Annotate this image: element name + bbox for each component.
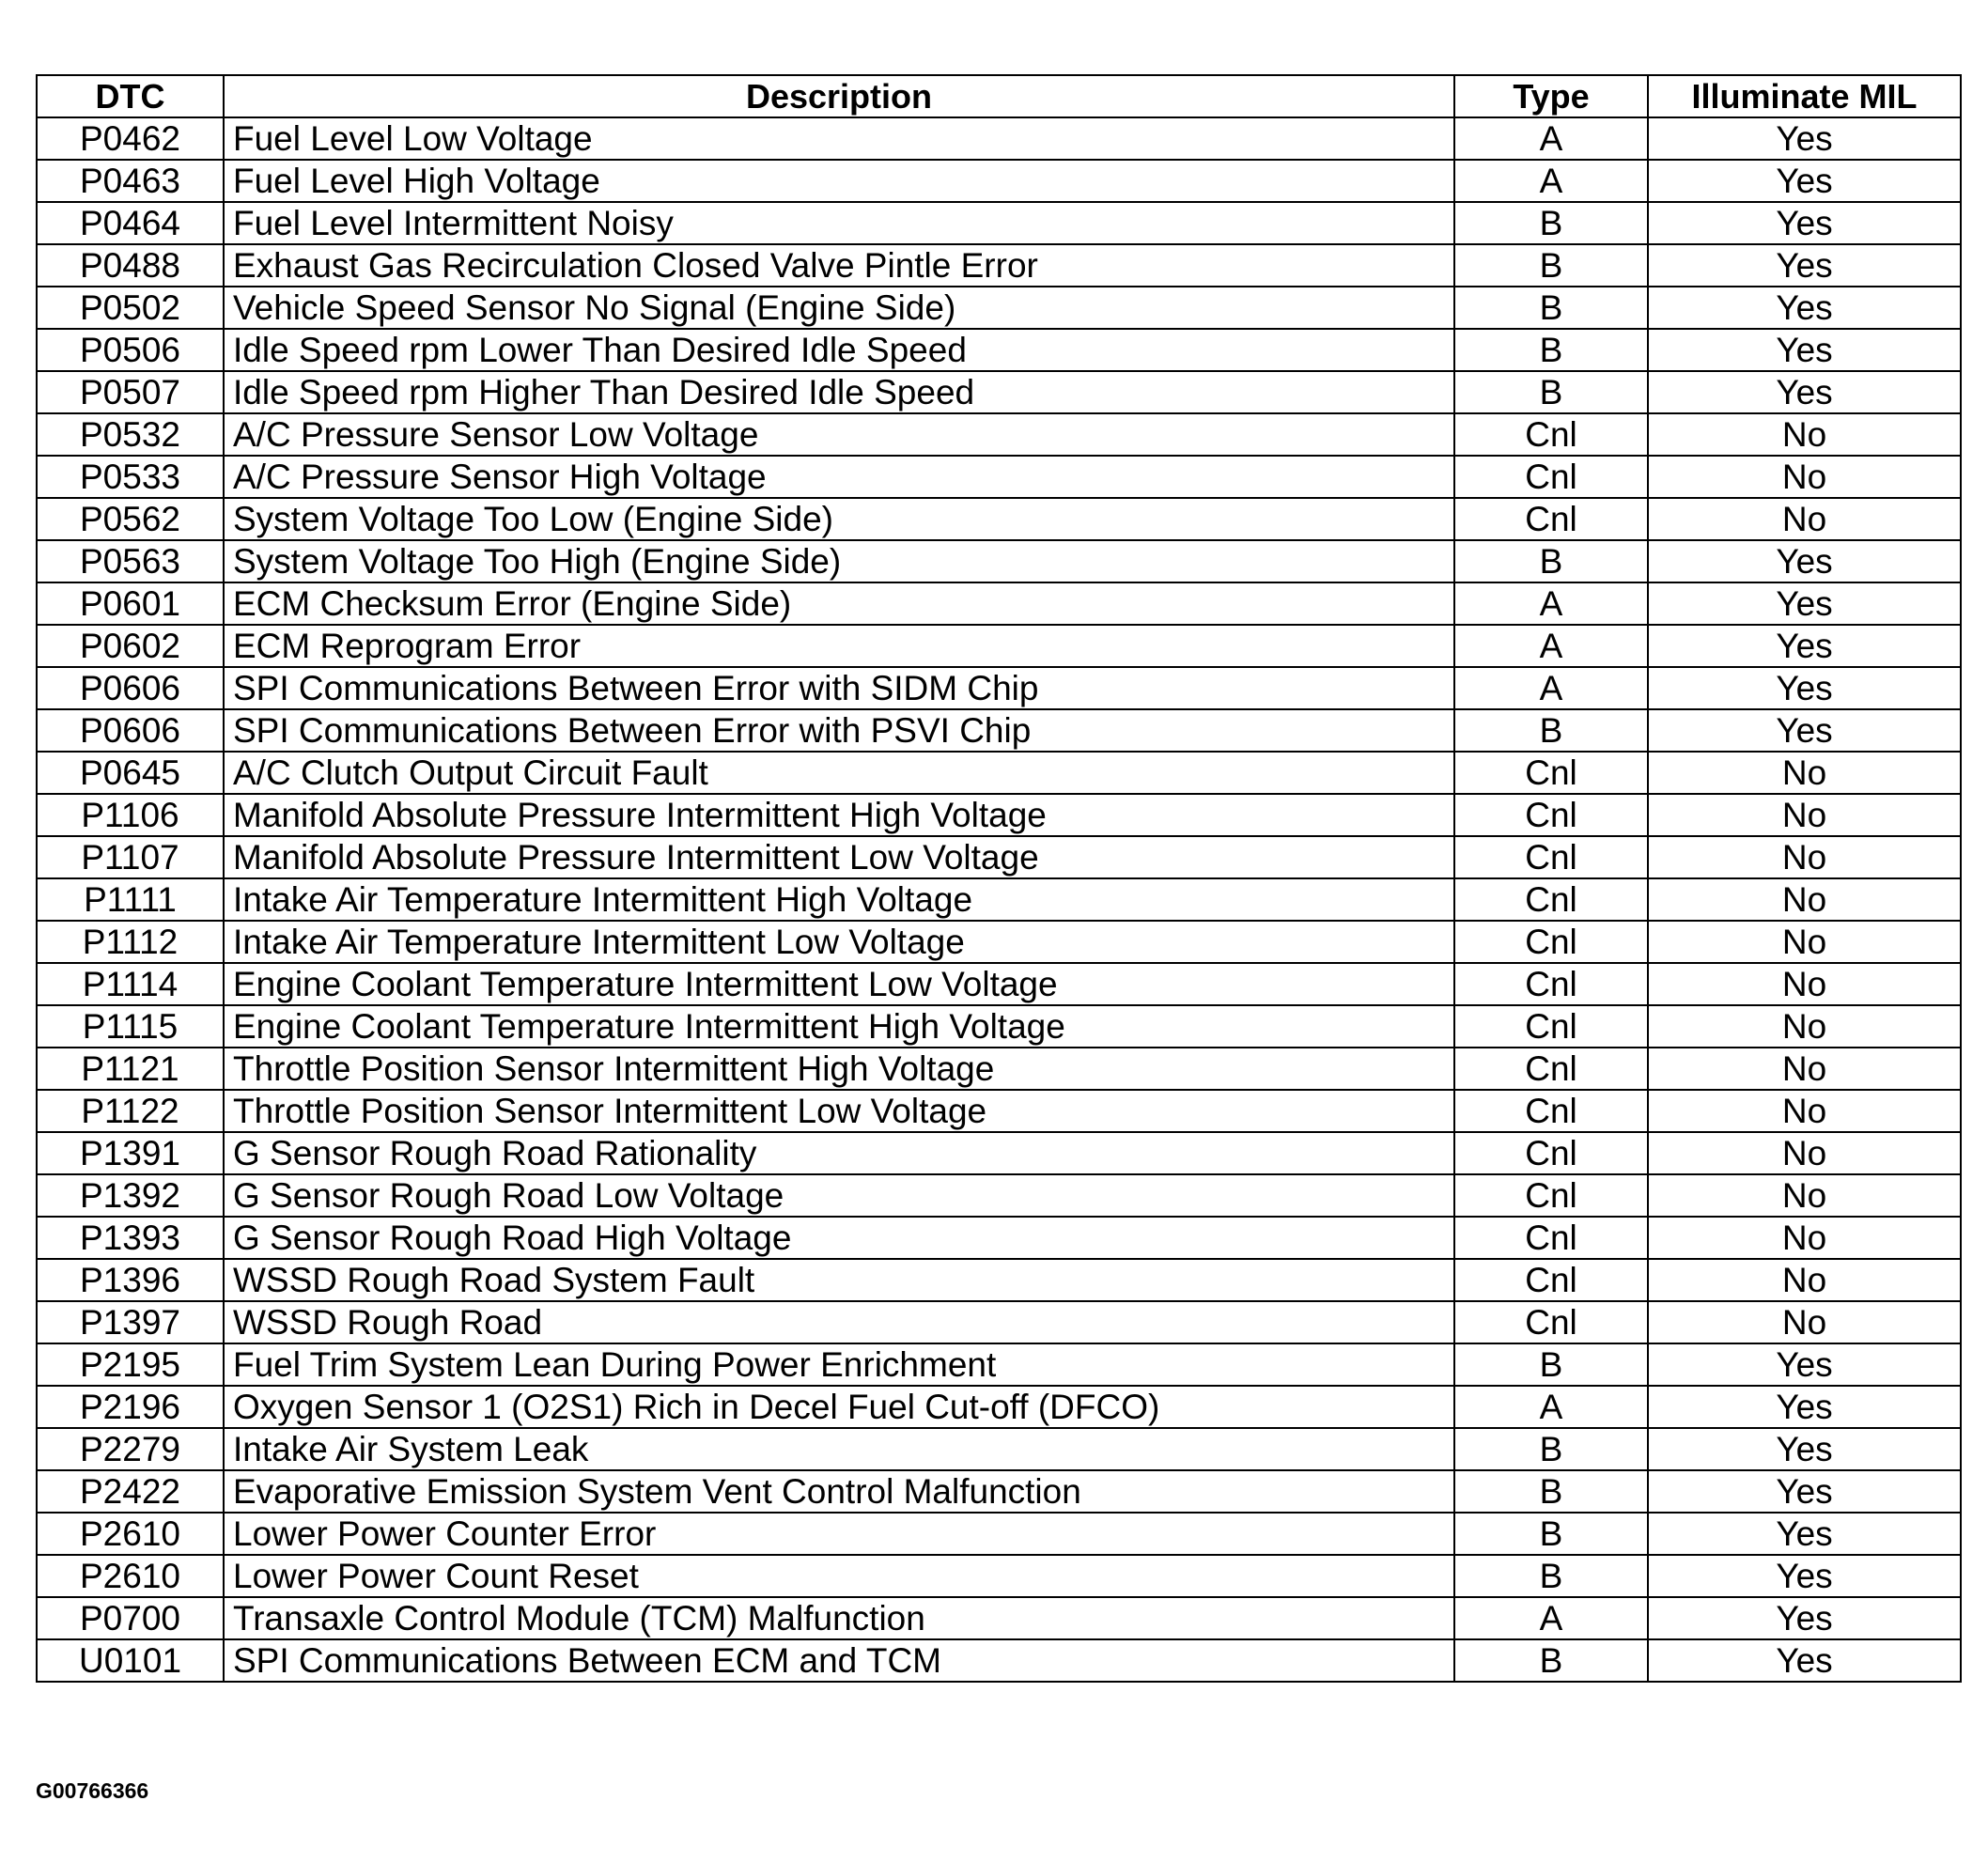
dtc-cell: P2196 xyxy=(37,1386,224,1428)
table-row xyxy=(37,117,1961,160)
dtc-cell: P0606 xyxy=(37,667,224,709)
mil-cell: Yes xyxy=(1648,1470,1961,1513)
description-cell: A/C Pressure Sensor High Voltage xyxy=(224,456,1454,498)
mil-cell: No xyxy=(1648,921,1961,963)
description-cell: G Sensor Rough Road Low Voltage xyxy=(224,1174,1454,1217)
dtc-cell: P0463 xyxy=(37,160,224,202)
mil-cell: Yes xyxy=(1648,1555,1961,1597)
table-row xyxy=(37,1132,1961,1174)
description-cell: Throttle Position Sensor Intermittent Low Voltage xyxy=(224,1090,1454,1132)
description-cell: Lower Power Count Reset xyxy=(224,1555,1454,1597)
table-row xyxy=(37,1217,1961,1259)
dtc-cell: P1111 xyxy=(37,878,224,921)
description-cell: Intake Air System Leak xyxy=(224,1428,1454,1470)
dtc-cell: P0464 xyxy=(37,202,224,244)
type-cell: Cnl xyxy=(1454,498,1648,540)
description-cell: Intake Air Temperature Intermittent High Voltage xyxy=(224,878,1454,921)
mil-cell: No xyxy=(1648,1090,1961,1132)
dtc-cell: P1396 xyxy=(37,1259,224,1301)
description-cell: Lower Power Counter Error xyxy=(224,1513,1454,1555)
mil-cell: No xyxy=(1648,413,1961,456)
mil-cell: Yes xyxy=(1648,582,1961,625)
type-cell: A xyxy=(1454,1597,1648,1639)
mil-cell: Yes xyxy=(1648,329,1961,371)
type-cell: B xyxy=(1454,371,1648,413)
table-row xyxy=(37,540,1961,582)
table-row xyxy=(37,498,1961,540)
type-cell: A xyxy=(1454,1386,1648,1428)
type-cell: B xyxy=(1454,202,1648,244)
table-row xyxy=(37,160,1961,202)
header-type: Type xyxy=(1454,75,1648,117)
dtc-cell: P0506 xyxy=(37,329,224,371)
dtc-cell: P2279 xyxy=(37,1428,224,1470)
dtc-cell: P0602 xyxy=(37,625,224,667)
type-cell: B xyxy=(1454,329,1648,371)
mil-cell: No xyxy=(1648,836,1961,878)
table-row xyxy=(37,456,1961,498)
dtc-cell: P1393 xyxy=(37,1217,224,1259)
description-cell: Evaporative Emission System Vent Control Malfunction xyxy=(224,1470,1454,1513)
table-row xyxy=(37,1513,1961,1555)
type-cell: Cnl xyxy=(1454,921,1648,963)
type-cell: B xyxy=(1454,1639,1648,1682)
type-cell: A xyxy=(1454,160,1648,202)
mil-cell: No xyxy=(1648,1048,1961,1090)
type-cell: B xyxy=(1454,1555,1648,1597)
table-row xyxy=(37,244,1961,287)
description-cell: Oxygen Sensor 1 (O2S1) Rich in Decel Fuel Cut-off (DFCO) xyxy=(224,1386,1454,1428)
type-cell: B xyxy=(1454,1343,1648,1386)
description-cell: Manifold Absolute Pressure Intermittent Low Voltage xyxy=(224,836,1454,878)
table-body xyxy=(37,117,1961,1682)
type-cell: Cnl xyxy=(1454,1174,1648,1217)
dtc-cell: P0532 xyxy=(37,413,224,456)
type-cell: Cnl xyxy=(1454,836,1648,878)
type-cell: B xyxy=(1454,540,1648,582)
dtc-cell: P1115 xyxy=(37,1005,224,1048)
description-cell: Throttle Position Sensor Intermittent High Voltage xyxy=(224,1048,1454,1090)
type-cell: B xyxy=(1454,709,1648,752)
mil-cell: Yes xyxy=(1648,1639,1961,1682)
dtc-cell: P2610 xyxy=(37,1513,224,1555)
type-cell: Cnl xyxy=(1454,878,1648,921)
description-cell: WSSD Rough Road System Fault xyxy=(224,1259,1454,1301)
mil-cell: No xyxy=(1648,1174,1961,1217)
dtc-cell: P0502 xyxy=(37,287,224,329)
dtc-cell: P0601 xyxy=(37,582,224,625)
dtc-cell: P0700 xyxy=(37,1597,224,1639)
dtc-cell: P1392 xyxy=(37,1174,224,1217)
dtc-cell: P0462 xyxy=(37,117,224,160)
mil-cell: Yes xyxy=(1648,1386,1961,1428)
mil-cell: Yes xyxy=(1648,540,1961,582)
type-cell: Cnl xyxy=(1454,456,1648,498)
type-cell: Cnl xyxy=(1454,1217,1648,1259)
description-cell: Fuel Level Intermittent Noisy xyxy=(224,202,1454,244)
type-cell: B xyxy=(1454,287,1648,329)
dtc-cell: P0562 xyxy=(37,498,224,540)
table-row xyxy=(37,1174,1961,1217)
type-cell: Cnl xyxy=(1454,1132,1648,1174)
description-cell: A/C Clutch Output Circuit Fault xyxy=(224,752,1454,794)
mil-cell: Yes xyxy=(1648,709,1961,752)
description-cell: G Sensor Rough Road High Voltage xyxy=(224,1217,1454,1259)
dtc-cell: P1112 xyxy=(37,921,224,963)
description-cell: SPI Communications Between Error with SIDM Chip xyxy=(224,667,1454,709)
mil-cell: No xyxy=(1648,1301,1961,1343)
table-row xyxy=(37,963,1961,1005)
dtc-cell: P2422 xyxy=(37,1470,224,1513)
type-cell: Cnl xyxy=(1454,1005,1648,1048)
type-cell: A xyxy=(1454,667,1648,709)
type-cell: A xyxy=(1454,117,1648,160)
mil-cell: Yes xyxy=(1648,371,1961,413)
table-row xyxy=(37,921,1961,963)
mil-cell: Yes xyxy=(1648,287,1961,329)
table-row xyxy=(37,1386,1961,1428)
description-cell: Exhaust Gas Recirculation Closed Valve Pintle Error xyxy=(224,244,1454,287)
table-row xyxy=(37,1555,1961,1597)
type-cell: A xyxy=(1454,582,1648,625)
dtc-cell: P2610 xyxy=(37,1555,224,1597)
type-cell: Cnl xyxy=(1454,1090,1648,1132)
mil-cell: No xyxy=(1648,456,1961,498)
description-cell: SPI Communications Between Error with PSVI Chip xyxy=(224,709,1454,752)
mil-cell: Yes xyxy=(1648,160,1961,202)
dtc-cell: P0563 xyxy=(37,540,224,582)
mil-cell: No xyxy=(1648,752,1961,794)
description-cell: Vehicle Speed Sensor No Signal (Engine Side) xyxy=(224,287,1454,329)
table-row xyxy=(37,752,1961,794)
mil-cell: No xyxy=(1648,1132,1961,1174)
type-cell: Cnl xyxy=(1454,1301,1648,1343)
header-row xyxy=(37,75,1961,117)
dtc-cell: P1107 xyxy=(37,836,224,878)
description-cell: Transaxle Control Module (TCM) Malfunction xyxy=(224,1597,1454,1639)
dtc-cell: P1397 xyxy=(37,1301,224,1343)
dtc-cell: P1106 xyxy=(37,794,224,836)
description-cell: G Sensor Rough Road Rationality xyxy=(224,1132,1454,1174)
dtc-cell: P0606 xyxy=(37,709,224,752)
table-row xyxy=(37,709,1961,752)
table-row xyxy=(37,1639,1961,1682)
type-cell: Cnl xyxy=(1454,794,1648,836)
description-cell: Manifold Absolute Pressure Intermittent High Voltage xyxy=(224,794,1454,836)
mil-cell: Yes xyxy=(1648,1597,1961,1639)
table-row xyxy=(37,794,1961,836)
description-cell: A/C Pressure Sensor Low Voltage xyxy=(224,413,1454,456)
description-cell: Intake Air Temperature Intermittent Low Voltage xyxy=(224,921,1454,963)
header-dtc: DTC xyxy=(37,75,224,117)
type-cell: B xyxy=(1454,1513,1648,1555)
mil-cell: No xyxy=(1648,1005,1961,1048)
dtc-cell: P1391 xyxy=(37,1132,224,1174)
mil-cell: No xyxy=(1648,1217,1961,1259)
description-cell: SPI Communications Between ECM and TCM xyxy=(224,1639,1454,1682)
mil-cell: Yes xyxy=(1648,1343,1961,1386)
table-row xyxy=(37,625,1961,667)
table-row xyxy=(37,371,1961,413)
table-row xyxy=(37,1048,1961,1090)
table-row xyxy=(37,1301,1961,1343)
dtc-cell: P0507 xyxy=(37,371,224,413)
dtc-cell: P0488 xyxy=(37,244,224,287)
type-cell: Cnl xyxy=(1454,1259,1648,1301)
type-cell: Cnl xyxy=(1454,752,1648,794)
table-header xyxy=(37,75,1961,117)
description-cell: Fuel Level High Voltage xyxy=(224,160,1454,202)
mil-cell: No xyxy=(1648,878,1961,921)
mil-cell: No xyxy=(1648,1259,1961,1301)
description-cell: System Voltage Too High (Engine Side) xyxy=(224,540,1454,582)
dtc-cell: U0101 xyxy=(37,1639,224,1682)
mil-cell: Yes xyxy=(1648,202,1961,244)
type-cell: B xyxy=(1454,1470,1648,1513)
dtc-cell: P0645 xyxy=(37,752,224,794)
table-row xyxy=(37,878,1961,921)
table-row xyxy=(37,667,1961,709)
table-row xyxy=(37,836,1961,878)
mil-cell: Yes xyxy=(1648,1428,1961,1470)
table-row xyxy=(37,1343,1961,1386)
description-cell: System Voltage Too Low (Engine Side) xyxy=(224,498,1454,540)
description-cell: Engine Coolant Temperature Intermittent Low Voltage xyxy=(224,963,1454,1005)
mil-cell: Yes xyxy=(1648,244,1961,287)
table-row xyxy=(37,287,1961,329)
mil-cell: No xyxy=(1648,498,1961,540)
header-illuminate-mil: Illuminate MIL xyxy=(1648,75,1961,117)
figure-id: G00766366 xyxy=(36,1778,149,1803)
mil-cell: Yes xyxy=(1648,1513,1961,1555)
description-cell: Idle Speed rpm Lower Than Desired Idle Speed xyxy=(224,329,1454,371)
table-row xyxy=(37,1090,1961,1132)
table-row xyxy=(37,202,1961,244)
description-cell: Engine Coolant Temperature Intermittent High Voltage xyxy=(224,1005,1454,1048)
dtc-table xyxy=(36,74,1962,1683)
dtc-cell: P1121 xyxy=(37,1048,224,1090)
description-cell: ECM Reprogram Error xyxy=(224,625,1454,667)
mil-cell: Yes xyxy=(1648,117,1961,160)
dtc-cell: P2195 xyxy=(37,1343,224,1386)
description-cell: Fuel Trim System Lean During Power Enrichment xyxy=(224,1343,1454,1386)
type-cell: B xyxy=(1454,1428,1648,1470)
table-row xyxy=(37,1005,1961,1048)
description-cell: Fuel Level Low Voltage xyxy=(224,117,1454,160)
type-cell: A xyxy=(1454,625,1648,667)
dtc-cell: P1122 xyxy=(37,1090,224,1132)
table-row xyxy=(37,1259,1961,1301)
mil-cell: No xyxy=(1648,794,1961,836)
table-row xyxy=(37,413,1961,456)
dtc-cell: P1114 xyxy=(37,963,224,1005)
description-cell: ECM Checksum Error (Engine Side) xyxy=(224,582,1454,625)
description-cell: WSSD Rough Road xyxy=(224,1301,1454,1343)
table-row xyxy=(37,1470,1961,1513)
header-description: Description xyxy=(224,75,1454,117)
dtc-cell: P0533 xyxy=(37,456,224,498)
table-row xyxy=(37,1597,1961,1639)
mil-cell: Yes xyxy=(1648,625,1961,667)
type-cell: Cnl xyxy=(1454,413,1648,456)
mil-cell: No xyxy=(1648,963,1961,1005)
type-cell: Cnl xyxy=(1454,963,1648,1005)
table-row xyxy=(37,1428,1961,1470)
table-row xyxy=(37,582,1961,625)
table-row xyxy=(37,329,1961,371)
description-cell: Idle Speed rpm Higher Than Desired Idle Speed xyxy=(224,371,1454,413)
mil-cell: Yes xyxy=(1648,667,1961,709)
type-cell: Cnl xyxy=(1454,1048,1648,1090)
type-cell: B xyxy=(1454,244,1648,287)
